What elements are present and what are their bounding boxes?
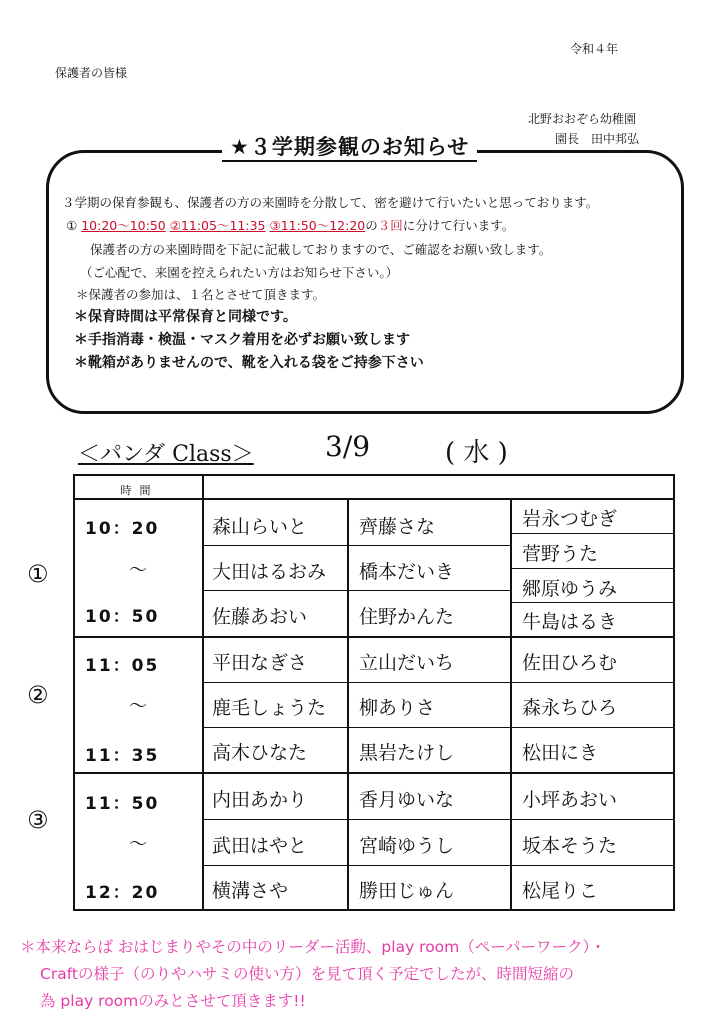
name-cell: 香月ゆいな	[359, 789, 455, 811]
name-cell: 森永ちひろ	[522, 697, 618, 719]
session-1-mark: ①	[66, 218, 78, 233]
notice-box	[46, 150, 684, 414]
group-1-mark: ①	[27, 560, 49, 588]
name-cell: 森山らいと	[212, 516, 308, 538]
session-count: ３回	[377, 218, 403, 233]
notice-line-2	[66, 216, 514, 234]
year-label: 令和４年	[570, 42, 619, 56]
notice-line-2-end: に分けて行います。	[402, 218, 515, 233]
school-name: 北野おおぞら幼稚園	[528, 112, 637, 126]
g2-end: 11：35	[85, 746, 160, 766]
notice-line-7: ＊手指消毒・検温・マスク着用を必ずお願い致します	[74, 332, 410, 348]
recipient-label: 保護者の皆様	[55, 66, 128, 80]
name-cell: 郷原ゆうみ	[522, 578, 618, 600]
name-cell: 宮崎ゆうし	[359, 835, 455, 857]
name-cell: 勝田じゅん	[359, 880, 455, 902]
notice-line-4: （ご心配で、来園を控えられたい方はお知らせ下さい。）	[80, 265, 399, 280]
notice-line-3: 保護者の方の来園時間を下記に記載しておりますので、ご確認をお願い致します。	[90, 242, 552, 257]
notice-particle: の	[365, 218, 378, 233]
name-cell: 住野かんた	[359, 606, 455, 628]
name-cell: 松田にき	[522, 742, 599, 764]
name-cell: 岩永つむぎ	[522, 508, 618, 530]
name-cell: 武田はやと	[212, 835, 308, 857]
memo-line-1: ＊本来ならば おはじまりやその中のリーダー活動、play room（ペーパーワーク）・	[20, 938, 606, 956]
notice-title: ★３学期参観のお知らせ	[222, 134, 477, 162]
group-2-mark: ②	[27, 681, 49, 709]
notice-line-1: ３学期の保育参観も、保護者の方の来園時を分散して、密を避けて行いたいと思っております。	[62, 195, 599, 210]
session-1-time: 10:20〜10:50	[81, 218, 166, 233]
principal-name: 園長 田中邦弘	[555, 132, 640, 146]
name-cell: 立山だいち	[359, 652, 455, 674]
g1-start: 10：20	[85, 519, 160, 539]
notice-line-5: ＊保護者の参加は、１名とさせて頂きます。	[76, 287, 326, 302]
name-cell: 黒岩たけし	[359, 742, 455, 764]
group-3-mark: ③	[27, 806, 49, 834]
name-cell: 柳ありさ	[359, 697, 436, 719]
session-3-time: ③11:50〜12:20	[269, 218, 366, 233]
visit-date: 3/9	[325, 430, 371, 463]
name-cell: 橋本だいき	[359, 561, 455, 583]
name-cell: 平田なぎさ	[212, 652, 308, 674]
name-cell: 齊藤さな	[359, 516, 436, 538]
time-header: 時間	[120, 484, 159, 497]
name-cell: 菅野うた	[522, 543, 599, 565]
name-cell: 大田はるおみ	[212, 561, 327, 583]
g3-end: 12：20	[85, 883, 160, 903]
name-cell: 牛島はるき	[522, 611, 618, 633]
class-name: ＜パンダ Class＞	[78, 442, 254, 467]
g1-tilde: 〜	[129, 560, 147, 581]
name-cell: 内田あかり	[212, 789, 308, 811]
name-cell: 横溝さや	[212, 880, 289, 902]
visit-weekday: ( 水 )	[445, 438, 508, 468]
g1-end: 10：50	[85, 607, 160, 627]
g3-tilde: 〜	[129, 834, 147, 855]
g2-tilde: 〜	[129, 696, 147, 717]
name-cell: 高木ひなた	[212, 742, 308, 764]
name-cell: 佐藤あおい	[212, 606, 308, 628]
notice-line-8: ＊靴箱がありませんので、靴を入れる袋をご持参下さい	[74, 355, 424, 371]
name-cell: 小坪あおい	[522, 789, 618, 811]
name-cell: 佐田ひろむ	[522, 652, 618, 674]
name-cell: 松尾りこ	[522, 880, 599, 902]
session-2-time: ②11:05〜11:35	[169, 218, 266, 233]
g2-start: 11：05	[85, 656, 160, 676]
notice-line-6: ＊保育時間は平常保育と同様です。	[74, 309, 297, 325]
schedule-table	[73, 474, 675, 911]
memo-line-2: Craftの様子（のりやハサミの使い方）を見て頂く予定でしたが、時間短縮の	[40, 965, 574, 983]
name-cell: 鹿毛しょうた	[212, 697, 327, 719]
memo-line-3: 為 play roomのみとさせて頂きます!!	[40, 992, 306, 1010]
name-cell: 坂本そうた	[522, 835, 618, 857]
g3-start: 11：50	[85, 794, 160, 814]
